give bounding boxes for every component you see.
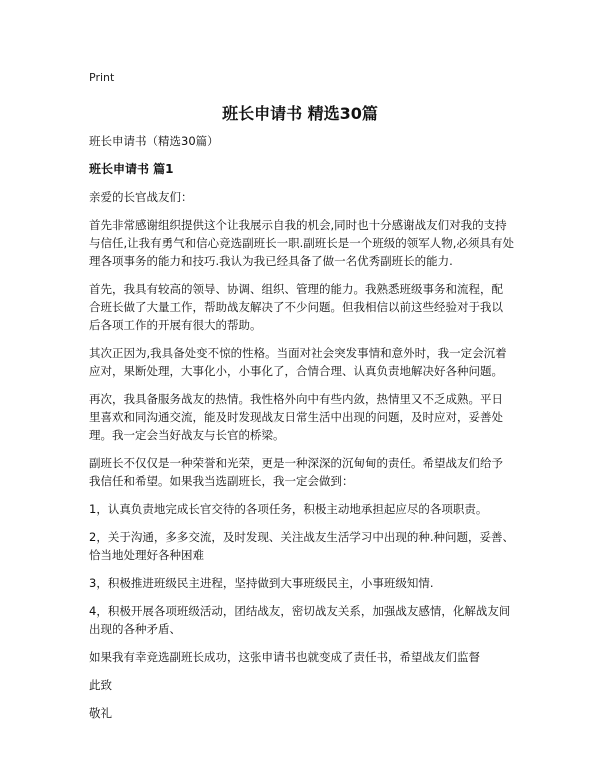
paragraph-closing: 如果我有幸竞选副班长成功，这张申请书也就变成了责任书，希望战友们监督 <box>89 650 480 664</box>
paragraph-greeting: 亲爱的长官战友们： <box>89 190 193 204</box>
paragraph-salutation: 此致 <box>89 678 112 692</box>
document-subtitle: 班长申请书（精选30篇） <box>89 134 219 148</box>
paragraph-first: 首先，我具有较高的领导、协调、组织、管理的能力。我熟悉班级事务和流程，配合班长做了大量工作，帮助战友解决了不少问题。但我相信以前这些经验对于我以后各项工作的开展有很大的帮助。 <box>89 282 503 332</box>
paragraph-point-3: 3，积极推进班级民主进程，坚持做到大事班级民主，小事班级知情. <box>89 576 434 590</box>
paragraph-point-4: 4，积极开展各项班级活动，团结战友，密切战友关系，加强战友感情，化解战友间出现的各种矛盾、 <box>89 604 511 636</box>
paragraph-third: 再次，我具备服务战友的热情。我性格外向中有些内敛，热情里又不乏成熟。平日里喜欢和同沟通交流，能及时发现战友日常生活中出现的问题，及时应对，妥善处理。我一定会当好战友与长官的桥梁。 <box>89 392 503 442</box>
paragraph-intro: 首先非常感谢组织提供这个让我展示自我的机会,同时也十分感谢战友们对我的支持与信任,让我有勇气和信心竞选副班长一职.副班长是一个班级的领军人物,必须具有处理各项事务的能力和技巧.我认为我已经具备了做一名优秀副班长的能力. <box>89 218 514 268</box>
paragraph-second: 其次正因为,我具备处变不惊的性格。当面对社会突发事情和意外时，我一定会沉着应对，果断处理，大事化小，小事化了，合情合理、认真负责地解决好各种问题。 <box>89 346 507 378</box>
paragraph-point-2: 2，关于沟通，多多交流，及时发现、关注战友生活学习中出现的种.种问题，妥善、恰当地处理好各种困难 <box>89 530 514 562</box>
page-title: 班长申请书 精选30篇 <box>222 104 378 123</box>
document-body <box>89 160 514 732</box>
paragraph-point-1: 1，认真负责地完成长官交待的各项任务，积极主动地承担起应尽的各项职责。 <box>89 502 488 516</box>
paragraph-responsibility: 副班长不仅仅是一种荣誉和光荣，更是一种深深的沉甸甸的责任。希望战友们给予我信任和希望。如果我当选副班长，我一定会做到： <box>89 456 503 488</box>
print-label: Print <box>89 71 115 84</box>
section-title: 班长申请书 篇1 <box>89 162 174 176</box>
paragraph-regards: 敬礼 <box>89 706 112 720</box>
